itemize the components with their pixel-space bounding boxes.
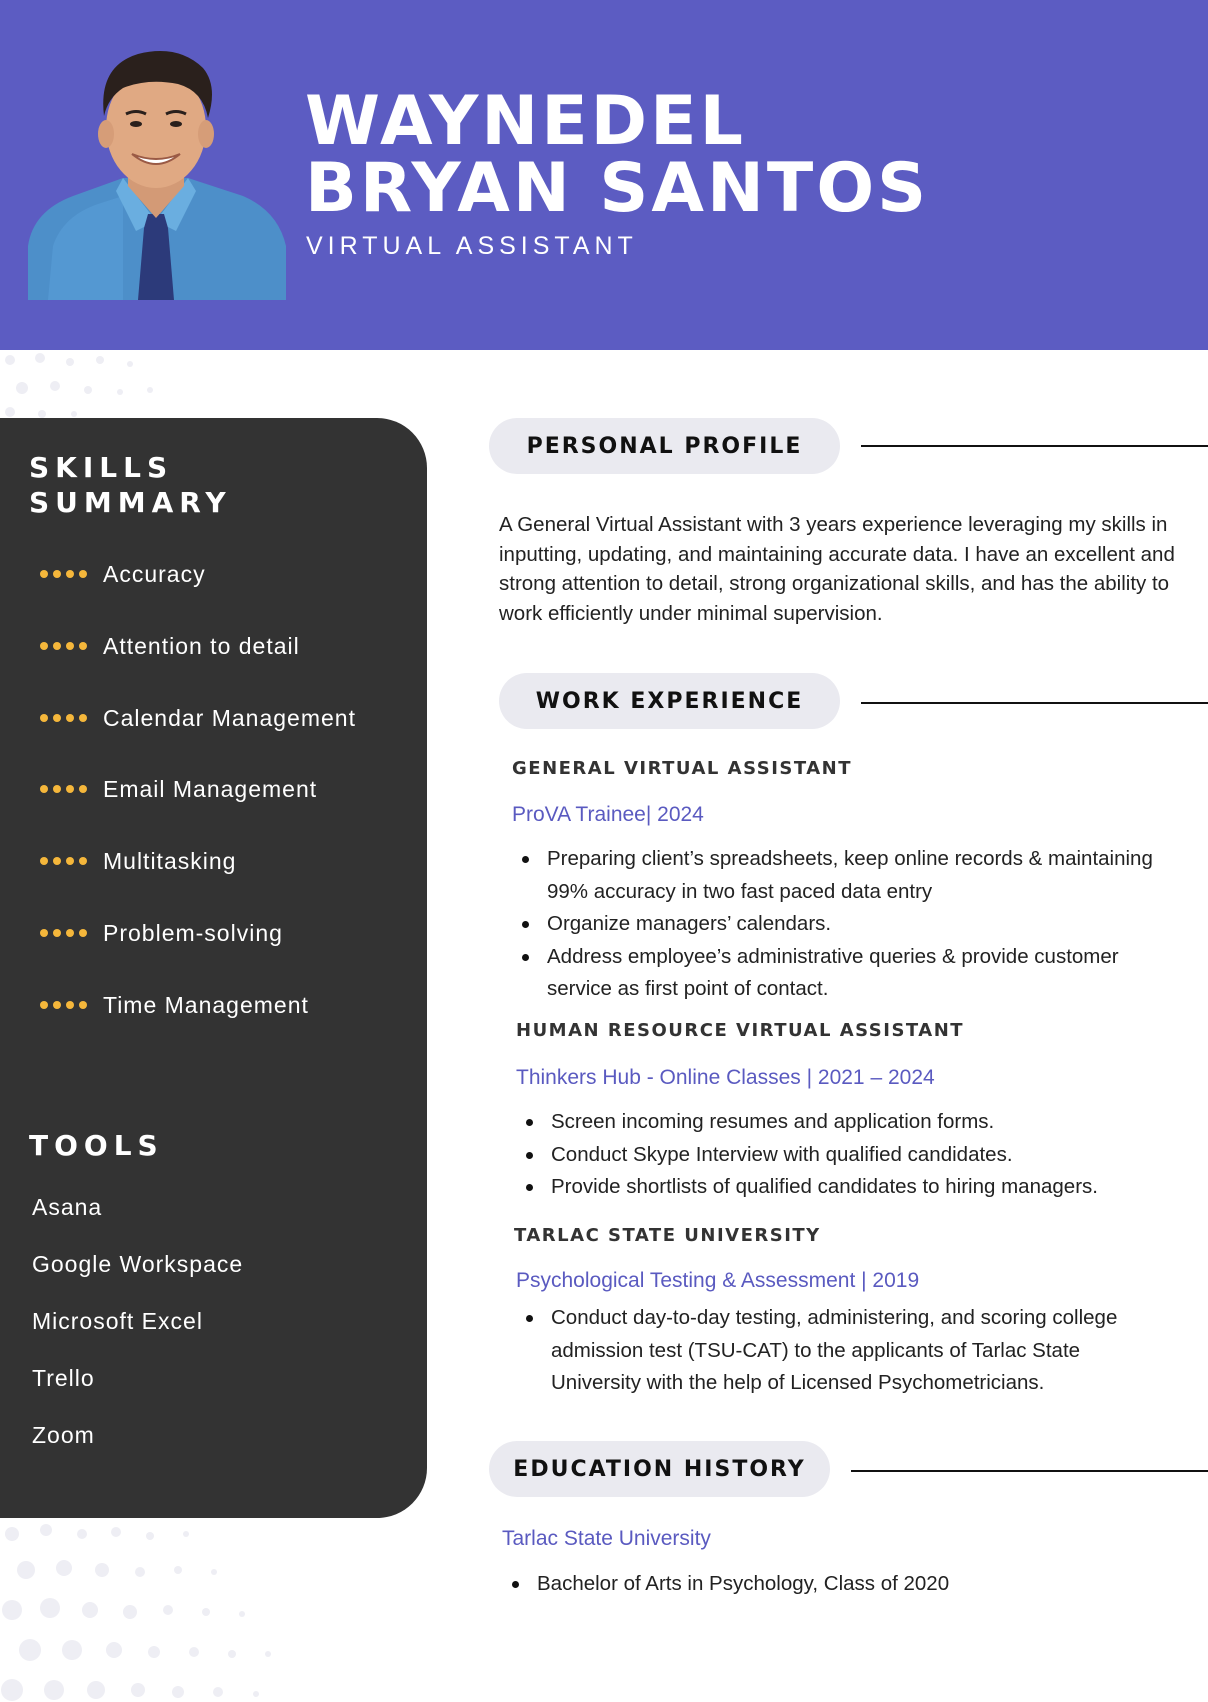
job-title-heading: TARLAC STATE UNIVERSITY xyxy=(514,1225,821,1246)
job-bullets xyxy=(516,843,1156,1006)
skill-label: Email Management xyxy=(103,775,318,802)
bullet-item: Conduct day-to-day testing, administering, and scoring college admission test (TSU-CAT) to the applicants of Tarlac State University with the help of Licensed Psychometricians. xyxy=(520,1302,1160,1400)
skill-label: Problem-solving xyxy=(103,919,283,946)
bullet-item: Conduct Skype Interview with qualified candidates. xyxy=(520,1139,1160,1172)
work-experience-heading: WORK EXPERIENCE xyxy=(499,673,840,729)
section-divider xyxy=(861,702,1208,704)
personal-profile-heading: PERSONAL PROFILE xyxy=(489,418,840,474)
skill-label: Multitasking xyxy=(103,847,237,874)
skill-label: Calendar Management xyxy=(103,704,356,731)
rating-dots-icon xyxy=(40,929,87,937)
tool-item: Microsoft Excel xyxy=(32,1308,203,1334)
bullet-item: Organize managers’ calendars. xyxy=(516,908,1156,941)
rating-dots-icon xyxy=(40,1001,87,1009)
decorative-dots-bottom xyxy=(0,1520,320,1702)
skill-item xyxy=(40,703,356,733)
job-title: VIRTUAL ASSISTANT xyxy=(306,232,638,260)
job-bullets xyxy=(520,1106,1160,1204)
tools-heading: TOOLS xyxy=(29,1129,164,1162)
job-title-heading: GENERAL VIRTUAL ASSISTANT xyxy=(512,758,853,779)
skill-item xyxy=(40,990,309,1020)
education-bullets xyxy=(506,1568,1146,1601)
tool-item: Asana xyxy=(32,1194,103,1220)
company-line: ProVA Trainee| 2024 xyxy=(512,803,704,826)
school-name: Tarlac State University xyxy=(502,1527,711,1550)
skill-item xyxy=(40,631,300,661)
skills-heading xyxy=(29,450,232,520)
skills-heading-line1: SKILLS xyxy=(29,451,174,484)
education-history-heading: EDUCATION HISTORY xyxy=(489,1441,830,1497)
rating-dots-icon xyxy=(40,857,87,865)
job-title-heading: HUMAN RESOURCE VIRTUAL ASSISTANT xyxy=(516,1020,965,1041)
company-line: Thinkers Hub - Online Classes | 2021 – 2024 xyxy=(516,1066,935,1089)
rating-dots-icon xyxy=(40,642,87,650)
rating-dots-icon xyxy=(40,785,87,793)
bullet-item: Address employee’s administrative queries & provide customer service as first point of contact. xyxy=(516,941,1156,1006)
profile-summary: A General Virtual Assistant with 3 years experience leveraging my skills in inputting, updating, and maintaining accurate data. I have an excellent and strong attention to detail, strong organizational skills, and has the ability to work efficiently under minimal supervision. xyxy=(499,513,1175,625)
section-divider xyxy=(861,445,1208,447)
tool-item: Zoom xyxy=(32,1422,95,1448)
company-line: Psychological Testing & Assessment | 2019 xyxy=(516,1269,920,1292)
profile-photo xyxy=(28,46,286,300)
skill-item xyxy=(40,846,236,876)
section-divider xyxy=(851,1470,1208,1472)
job-bullets xyxy=(520,1302,1160,1400)
header-banner xyxy=(0,0,1208,350)
skill-item xyxy=(40,559,206,589)
skill-label: Attention to detail xyxy=(103,632,300,659)
decorative-dots-top xyxy=(0,350,200,420)
skill-item xyxy=(40,774,317,804)
skill-label: Time Management xyxy=(103,991,309,1018)
skill-label: Accuracy xyxy=(103,560,206,587)
bullet-item: Provide shortlists of qualified candidates to hiring managers. xyxy=(520,1171,1160,1204)
tool-item: Google Workspace xyxy=(32,1251,244,1277)
bullet-item: Preparing client’s spreadsheets, keep online records & maintaining 99% accuracy in two fast paced data entry xyxy=(516,843,1156,908)
bullet-item: Screen incoming resumes and application forms. xyxy=(520,1106,1160,1139)
tool-item: Trello xyxy=(32,1365,95,1391)
rating-dots-icon xyxy=(40,570,87,578)
name-first: WAYNEDEL xyxy=(305,82,746,161)
skill-item xyxy=(40,918,283,948)
skills-heading-line2: SUMMARY xyxy=(29,486,232,519)
bullet-item: Bachelor of Arts in Psychology, Class of 2020 xyxy=(506,1568,1146,1601)
name-last: BRYAN SANTOS xyxy=(305,149,930,228)
rating-dots-icon xyxy=(40,714,87,722)
sidebar xyxy=(0,418,427,1518)
